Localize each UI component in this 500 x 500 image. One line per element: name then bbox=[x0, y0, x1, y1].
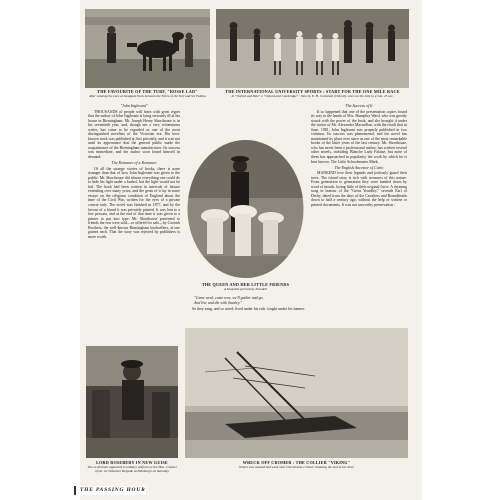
article-column-right bbox=[311, 103, 407, 327]
footer-label: THE PASSING HOUR bbox=[80, 487, 146, 493]
paragraph-success: It so happened that one of the presentation copies found its way to the hands of Mrs. Humphry Ward, who was greatly struck with the power of the book, and she brought it under the notice of Mr. Alexander Macmillan, with the result that in June, 1881, John Inglesant was properly published in two volumes. Its success was phenomenal, and the novel has maintained its place ever since as one of the most remarkable books of the latter years of the last century. Mr. Shorthouse, who has never been a professional author, has written several other novels, including Blanche Lady Falaise, but none of them has approached in popularity the work by which he is best known. The Little Schoolmaster Mark. bbox=[311, 109, 407, 164]
caption-subtitle-rosse-lad: After winning the race at Sandgate Park between the Three of the Turf and Sir Falkins bbox=[88, 94, 207, 98]
photo-wreck-cromer bbox=[185, 328, 408, 458]
caption-title-rosse-lad: THE FAVOURITE OF THE TURF, "ROSSE LAD" bbox=[97, 89, 198, 94]
caption-subtitle-wreck: Which was washed last week near Overstrand, Cromer, breaking the last of her lines bbox=[239, 465, 354, 469]
caption-subtitle-university-sports: In "Oxford and Yale" v. "Oxford and Cambridge" : Won by E. H. Cockshutt (Oxford), who ran the mile in 4 min. 25 sec. bbox=[231, 94, 394, 98]
photo-queen-frame bbox=[185, 138, 306, 280]
section-heading-romance: The Romance of a Romance bbox=[111, 160, 157, 166]
section-heading-english-ancestor: The English Ancestor of Curio bbox=[334, 164, 384, 170]
paragraph-romance: Of all the strange stories of books, there is none stranger than that of how John Inglesant was given to the public. Mr. Shorthouse did almost everything one could do to hide his light under a bushel, but the light would not be hid. The book had been written in intervals of leisure extending over many years, and the germ of it lay in some essays on the religious condition of England about the time of the Civil War, written for the eyes of a private coterie only. The novel was finished in 1877, and by the favour of a friend it was privately printed. It was lent to a few persons, and at the end of that time it was given to a printer to put into type. Mr. Shorthouse presented to friends the rest were sold—or offered for sale—by Cornish Brothers, the well-known Birmingham booksellers, at one guinea each. That the story was rejected by publishers is more worth. bbox=[88, 166, 180, 239]
paragraph-john-inglesant: THOUSANDS of people will learn with great regret that the author of John Inglesant is lying seriously ill at his house in Birmingham. Mr. Joseph Henry Shorthouse is in his seventieth year, and, though not a very voluminous writer, has come to be regarded as one of the most distinguished novelists of the Victorian era. His best-known work was published at first privately, and it was not until its appearance that the general public made the acquaintance of the Birmingham manufacturer. Its success was immediate, and the author soon found himself in demand. bbox=[88, 109, 180, 160]
caption-subtitle-queen: A Snapshot portrait by Dowdell bbox=[223, 287, 268, 291]
runners-photo-image bbox=[216, 9, 409, 88]
poem-stanley: "Come weal, come woe, we'll gather and go, And live and die with Stanley." bbox=[194, 296, 264, 305]
article-continuation bbox=[186, 296, 408, 326]
caption-title-queen: THE QUEEN AND HER LITTLE FRIENDS bbox=[201, 282, 290, 287]
wreck-photo-image bbox=[185, 328, 408, 458]
paragraph-stanley: So they sang, and so acted; lived under his rule, fought under his banner. bbox=[192, 306, 306, 311]
caption-title-university-sports: THE INTERNATIONAL UNIVERSITY SPORTS : START FOR THE ONE MILE RACE bbox=[225, 89, 400, 94]
caption-subtitle-rosebery: The ex-Premier appeared in military uniform as the Hon. Colonel of the 1st Volunteer Brigade at Edinburgh on Saturday bbox=[87, 465, 177, 473]
photo-lord-rosebery bbox=[86, 346, 178, 458]
photo-university-sports bbox=[216, 9, 409, 88]
rosebery-photo-image bbox=[86, 346, 178, 458]
paragraph-english-ancestor: MANKIND love their legends and jealously guard their trees. The island story is rich with treasures of this nature. From generation to generation they were handed down by word of mouth, losing little of their original force. A rhyming song in honour of the "Great Yeardley," seventh Earl of Derby, dated from the days of the Cavaliers and Roundheads down to half a century ago, without the help of written or printed documents. It was not unworthy preservation : bbox=[311, 171, 407, 207]
article-column-left bbox=[88, 103, 180, 327]
photo-rosse-lad bbox=[85, 9, 210, 88]
caption-title-rosebery: LORD ROSEBERY IN NEW GUISE bbox=[96, 460, 168, 465]
section-heading-john-inglesant: "John Inglesant" bbox=[120, 103, 148, 108]
horse-photo-image bbox=[85, 9, 210, 88]
queen-photo-image bbox=[185, 138, 306, 280]
caption-title-wreck: WRECK OFF CROMER : THE COLLIER "VIKING" bbox=[242, 460, 351, 465]
section-heading-success: The Success of It bbox=[345, 103, 373, 108]
